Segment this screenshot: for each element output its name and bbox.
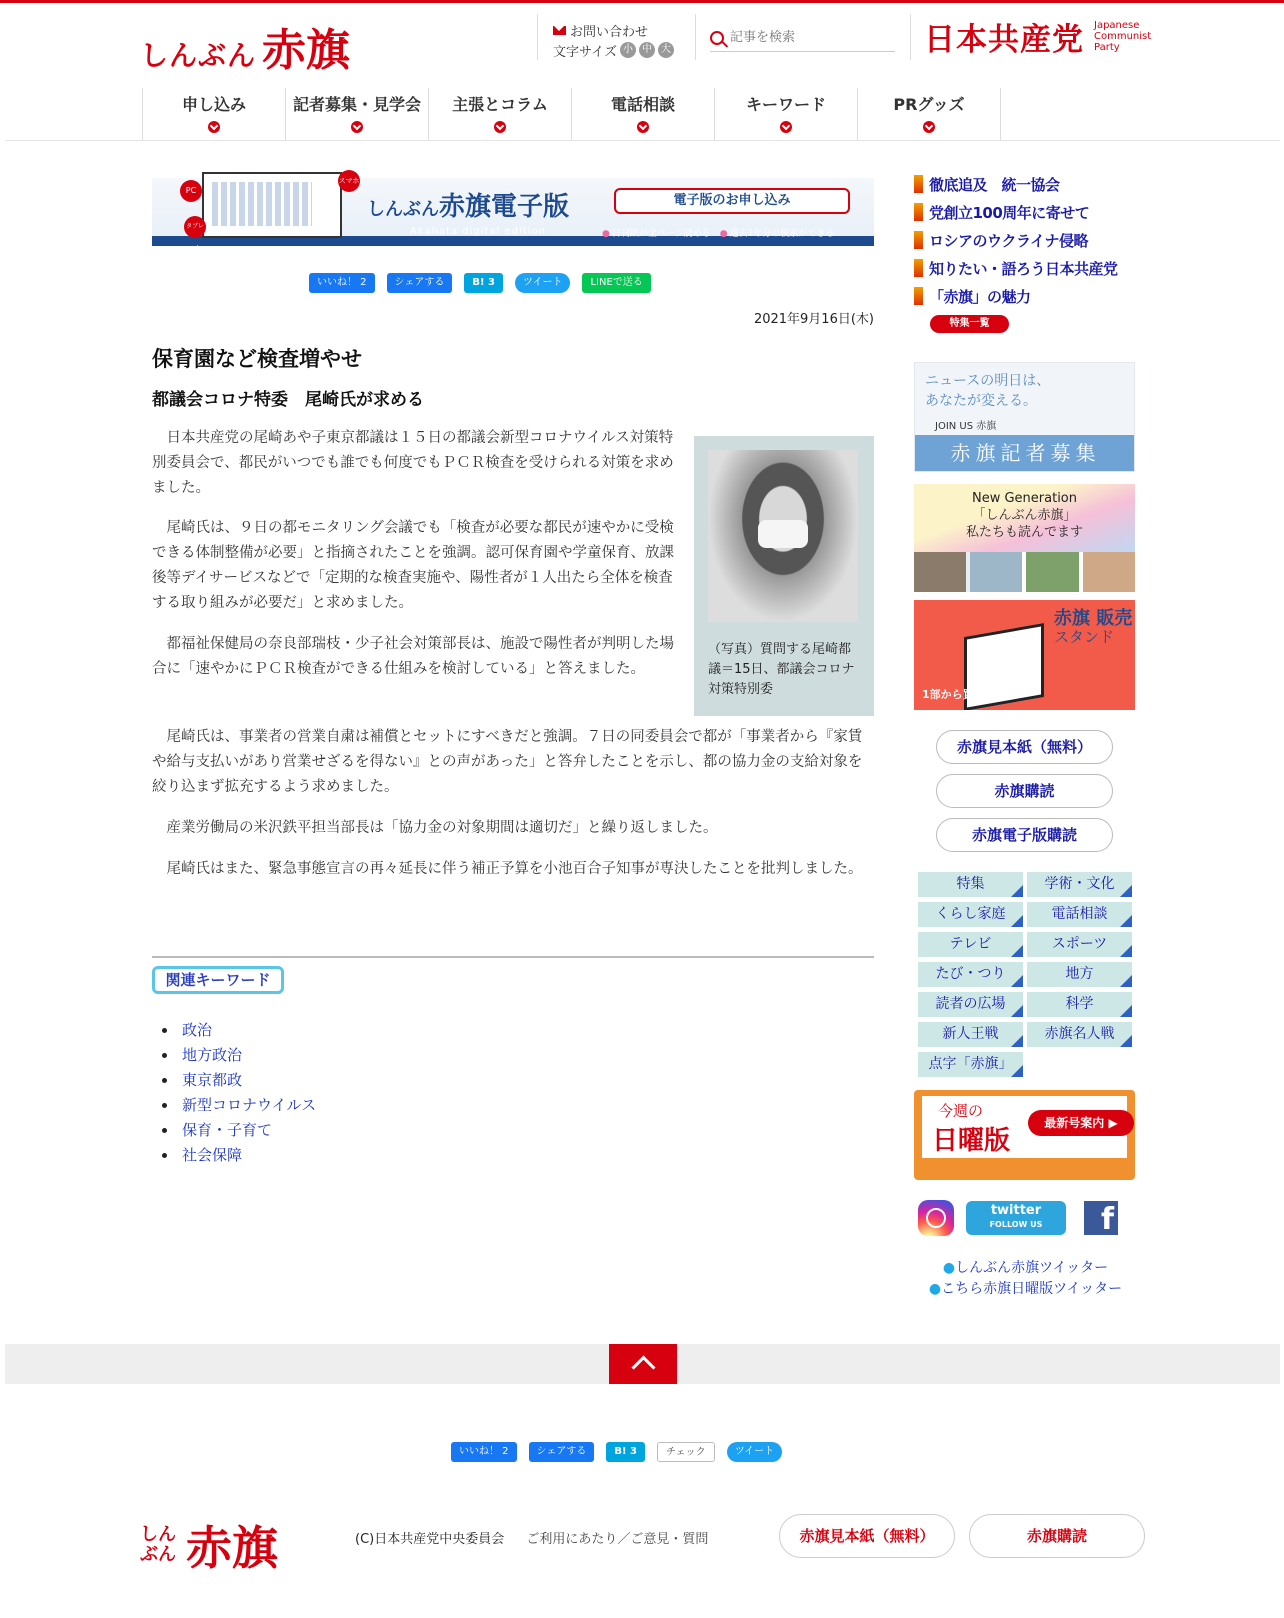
article-paragraph: 尾崎氏は、９日の都モニタリング会議でも「検査が必要な都民が速やかに受検できる体制整備が必要」と指摘されたことを強調。認可保育園や学童保育、放課後等デイサービスなどで「定期的な検査実施や、陽性者が１人出たら全体を検査する取り組みが必要だ」と求めました。 (152, 520, 674, 611)
font-size-label: 文字サイズ (553, 44, 617, 60)
chevron-down-icon (351, 121, 363, 133)
list-item (178, 1093, 316, 1118)
tweet-button[interactable]: ツイート (515, 273, 571, 293)
fb-share-button[interactable]: シェアする (529, 1442, 595, 1462)
pc-badge: PC (180, 180, 202, 202)
tablet-badge: タブレット (184, 216, 206, 238)
list-item (178, 1018, 316, 1043)
list-item (178, 1143, 316, 1168)
nav-divider (5, 140, 1280, 141)
share-bar-bottom (451, 1442, 794, 1462)
article-paragraph: 日本共産党の尾崎あや子東京都議は１５日の都議会新型コロナウイルス対策特別委員会で、都民がいつでも誰でも何度でもＰＣＲ検査を受けられる対策を求めました。 (152, 430, 674, 496)
share-bar-top (309, 273, 663, 293)
chevron-down-icon (923, 121, 935, 133)
line-share-button[interactable]: LINEで送る (582, 273, 650, 293)
article-date: 2021年9月16日(木) (753, 312, 874, 327)
font-size-large-button[interactable]: 大 (658, 42, 674, 58)
banner-title: しんぶん赤旗電子版 (367, 192, 570, 222)
article-paragraph: 尾崎氏はまた、緊急事態宣言の再々延長に伴う補正予算を小池百合子知事が専決したことを批判しました。 (166, 861, 863, 877)
sidebar-topics (914, 170, 1118, 310)
social-links (918, 1200, 1118, 1236)
search-box (710, 24, 895, 52)
article-paragraph: 都福祉保健局の奈良部瑞枝・少子社会対策部長は、施設で陽性者が判明した場合に「速やかにＰＣＲ検査ができる仕組みを検討している」と答えました。 (152, 636, 674, 677)
nav-item-column[interactable]: 主張とコラム (429, 88, 572, 140)
hatena-bookmark-button[interactable]: B! 3 (464, 273, 503, 293)
sidebar-topic-link[interactable]: 知りたい・語ろう日本共産党 (914, 254, 1118, 282)
search-icon[interactable] (710, 31, 724, 45)
category-link[interactable]: たび・つり (918, 962, 1023, 987)
category-link[interactable]: 地方 (1027, 962, 1132, 987)
sunday-edition-banner[interactable]: 今週の 日曜版 最新号案内 ▶ (914, 1090, 1135, 1180)
sidebar-topic-link[interactable]: ロシアのウクライナ侵略 (914, 226, 1118, 254)
category-link[interactable]: 学術・文化 (1027, 872, 1132, 897)
keywords-list (178, 1018, 316, 1168)
digital-subscribe-button[interactable]: 赤旗電子版購読 (936, 818, 1113, 852)
nav-item-keyword[interactable]: キーワード (715, 88, 858, 140)
footer-logo[interactable]: しんぶん 赤旗 (140, 1521, 278, 1575)
site-logo[interactable] (140, 14, 350, 78)
header-tools (553, 20, 674, 60)
article-paragraph: 産業労働局の米沢鉄平担当部長は「協力金の対象期間は適切だ」と繰り返しました。 (166, 820, 718, 836)
digital-edition-banner[interactable] (152, 177, 874, 252)
twitter-link[interactable]: ● しんぶん赤旗ツイッター (943, 1260, 1108, 1276)
keywords-label: 関連キーワード (152, 966, 284, 994)
twitter-links (918, 1258, 1133, 1300)
category-link[interactable]: 赤旗名人戦 (1027, 1022, 1132, 1047)
banner-apply-button[interactable]: 電子版のお申し込み (614, 188, 850, 214)
category-link[interactable]: 読者の広場 (918, 992, 1023, 1017)
keyword-link[interactable]: 地方政治 (182, 1046, 243, 1064)
category-link[interactable]: くらし家庭 (918, 902, 1023, 927)
main-nav (142, 88, 1001, 140)
keyword-link[interactable]: 保育・子育て (182, 1121, 273, 1139)
facebook-icon[interactable]: f (1084, 1201, 1118, 1235)
font-size-medium-button[interactable]: 中 (639, 42, 655, 58)
search-input[interactable] (730, 30, 880, 45)
fb-like-button[interactable]: いいね！ 2 (451, 1442, 517, 1462)
list-item (178, 1043, 316, 1068)
footer-text (355, 1528, 708, 1547)
logo-small-text: しんぶん (140, 39, 257, 72)
category-link[interactable]: 新人王戦 (918, 1022, 1023, 1047)
fb-share-button[interactable]: シェアする (387, 273, 453, 293)
category-link[interactable]: テレビ (918, 932, 1023, 957)
sidebar-topic-link[interactable]: 「赤旗」の魅力 (914, 282, 1118, 310)
category-link[interactable]: 特集 (918, 872, 1023, 897)
phone-badge: スマホ (338, 170, 360, 192)
topics-list-button[interactable]: 特集一覧 (930, 315, 1009, 333)
chevron-down-icon (637, 121, 649, 133)
nav-item-apply[interactable]: 申し込み (143, 88, 286, 140)
photo-image (708, 450, 858, 622)
article-paragraph: 尾崎氏は、事業者の営業自粛は補償とセットにすべきだと強調。７日の同委員会で都が「事業者から『家賃や給与支払いがあり営業せざるを得ない』との声があった」と答弁したことを示し、都の協力金の支給対象を絞り込まず拡充するよう求めました。 (152, 729, 863, 795)
sidebar-topic-link[interactable]: 徹底追及 統一協会 (914, 170, 1118, 198)
category-link[interactable]: 電話相談 (1027, 902, 1132, 927)
header-divider (695, 14, 696, 60)
keyword-link[interactable]: 新型コロナウイルス (182, 1096, 317, 1114)
article-photo (694, 436, 874, 716)
people-photos (914, 552, 1135, 592)
chevron-down-icon (494, 121, 506, 133)
keyword-link[interactable]: 社会保障 (182, 1146, 243, 1164)
jcp-logo[interactable] (924, 14, 1151, 59)
category-grid (918, 872, 1132, 1077)
devices-illustration (202, 172, 342, 238)
latest-issue-button[interactable]: 最新号案内 ▶ (1028, 1110, 1134, 1136)
party-name: 日本共産党 (924, 22, 1084, 58)
twitter-icon[interactable]: twitter FOLLOW US (966, 1201, 1066, 1235)
recruit-ad[interactable]: ニュースの明日は、 あなたが変える。 JOIN US 赤旗 赤旗記者募集 (914, 362, 1135, 472)
tweet-button[interactable]: ツイート (727, 1442, 783, 1462)
usage-link[interactable]: ご利用にあたり／ご意見・質問 (526, 1532, 709, 1547)
party-en: Japanese Communist Party (1094, 20, 1152, 53)
article-subtitle: 都議会コロナ特委 尾崎氏が求める (152, 390, 424, 410)
stand-ad[interactable]: 赤旗 販売 スタンド 1部から買えます！ (914, 600, 1135, 710)
font-size-small-button[interactable]: 小 (620, 42, 636, 58)
hatena-bookmark-button[interactable]: B! 3 (606, 1442, 645, 1462)
article-divider (152, 956, 874, 958)
category-link[interactable]: 科学 (1027, 992, 1132, 1017)
copyright: (C)日本共産党中央委員会 (355, 1532, 505, 1547)
subscribe-button[interactable]: 赤旗購読 (936, 774, 1113, 808)
banner-subtitle: Akahata digital edition (410, 226, 546, 237)
back-to-top-button[interactable] (609, 1344, 677, 1384)
nav-item-phone[interactable]: 電話相談 (572, 88, 715, 140)
twitter-link[interactable]: ● こちら赤旗日曜版ツイッター (929, 1281, 1122, 1297)
list-item (178, 1118, 316, 1143)
nav-item-goods[interactable]: PRグッズ (858, 88, 1001, 140)
keyword-link[interactable]: 政治 (182, 1021, 213, 1039)
list-item (178, 1068, 316, 1093)
article-title: 保育園など検査増やせ (152, 347, 362, 371)
footer-sample-button[interactable]: 赤旗見本紙（無料） (779, 1514, 955, 1558)
chevron-down-icon (780, 121, 792, 133)
sidebar-topic-link[interactable]: 党創立100周年に寄せて (914, 198, 1118, 226)
top-accent-line (0, 0, 1284, 3)
fb-like-button[interactable]: いいね！ 2 (309, 273, 375, 293)
category-link[interactable]: 点字「赤旗」 (918, 1052, 1023, 1077)
new-generation-ad[interactable]: New Generation 「しんぶん赤旗」 私たちも読んでます (914, 484, 1135, 592)
logo-big-text: 赤旗 (262, 25, 351, 76)
mail-icon (553, 26, 566, 35)
footer-subscribe-button[interactable]: 赤旗購読 (969, 1514, 1145, 1558)
photo-caption: （写真）質問する尾崎都議＝15日、都議会コロナ対策特別委 (708, 642, 855, 697)
category-link[interactable]: スポーツ (1027, 932, 1132, 957)
nav-item-recruit[interactable]: 記者募集・見学会 (286, 88, 429, 140)
sample-paper-button[interactable]: 赤旗見本紙（無料） (936, 730, 1113, 764)
banner-notes: ● 日刊紙が全ページ読める ● 過去1年分の検索ができる (602, 226, 834, 239)
header-divider (910, 14, 911, 60)
contact-link[interactable]: お問い合わせ (570, 24, 649, 40)
header-divider (537, 14, 538, 60)
keyword-link[interactable]: 東京都政 (182, 1071, 243, 1089)
chevron-down-icon (208, 121, 220, 133)
instagram-icon[interactable] (918, 1200, 954, 1236)
mixi-check-button[interactable]: チェック (657, 1442, 715, 1462)
